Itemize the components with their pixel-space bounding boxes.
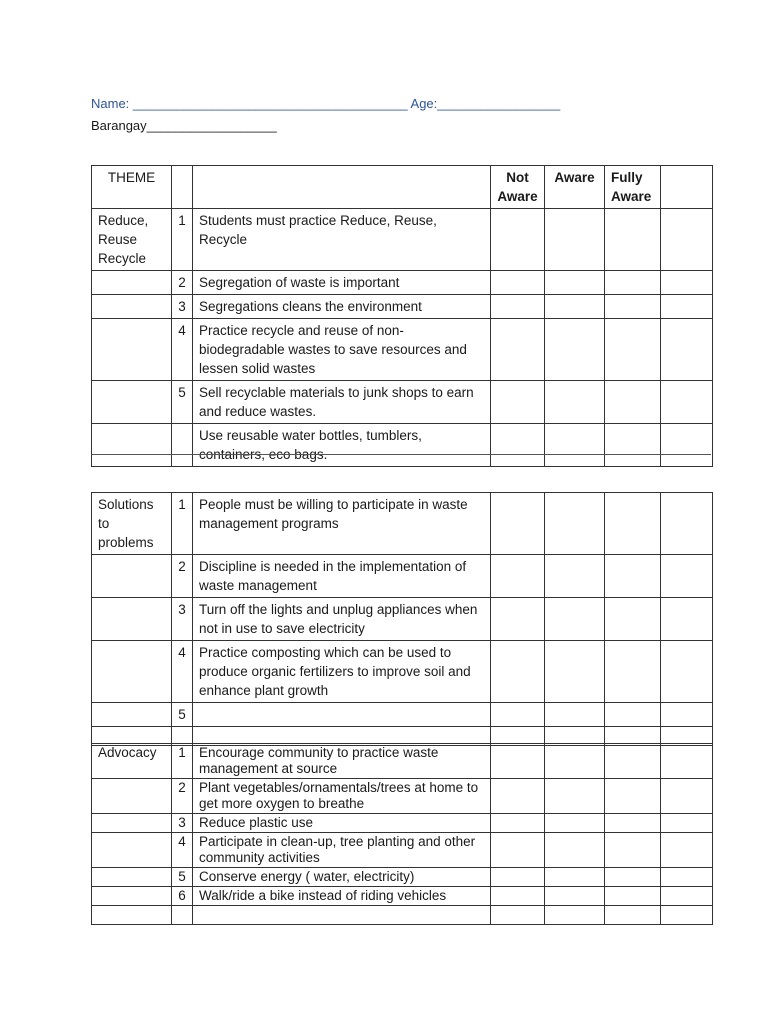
item-number: 1 [172, 209, 193, 271]
item-number [172, 424, 193, 467]
extra-cell [661, 833, 713, 868]
empty-theme-cell [92, 381, 172, 424]
extra-cell [661, 493, 713, 555]
empty-theme-cell [92, 271, 172, 295]
fully-aware-cell[interactable] [605, 641, 661, 703]
extra-cell [661, 641, 713, 703]
empty-theme-cell [92, 295, 172, 319]
aware-cell[interactable] [545, 906, 605, 925]
item-number: 3 [172, 598, 193, 641]
aware-cell[interactable] [545, 424, 605, 467]
theme-header: THEME [92, 166, 172, 209]
aware-cell[interactable] [545, 209, 605, 271]
fully-aware-cell[interactable] [605, 598, 661, 641]
aware-cell[interactable] [545, 744, 605, 779]
not-aware-cell[interactable] [491, 295, 545, 319]
fully-aware-cell[interactable] [605, 295, 661, 319]
fully-aware-cell[interactable] [605, 703, 661, 727]
item-number: 1 [172, 493, 193, 555]
aware-cell[interactable] [545, 555, 605, 598]
item-number: 5 [172, 381, 193, 424]
item-text [193, 906, 491, 925]
extra-cell [661, 868, 713, 887]
aware-cell[interactable] [545, 641, 605, 703]
item-text: Segregation of waste is important [193, 271, 491, 295]
not-aware-cell[interactable] [491, 814, 545, 833]
fully-aware-cell[interactable] [605, 779, 661, 814]
item-number: 4 [172, 833, 193, 868]
fully-aware-cell[interactable] [605, 381, 661, 424]
item-text [193, 703, 491, 727]
item-text: Use reusable water bottles, tumblers, containers, eco bags. [193, 424, 491, 467]
item-text: Conserve energy ( water, electricity) [193, 868, 491, 887]
aware-cell[interactable] [545, 868, 605, 887]
not-aware-cell[interactable] [491, 555, 545, 598]
fully-aware-cell[interactable] [605, 424, 661, 467]
not-aware-cell[interactable] [491, 598, 545, 641]
aware-cell[interactable] [545, 295, 605, 319]
item-text: Practice recycle and reuse of non-biodegradable wastes to save resources and lessen solid wastes [193, 319, 491, 381]
theme-label: Solutions to problems [92, 493, 172, 555]
item-text: Plant vegetables/ornamentals/trees at home to get more oxygen to breathe [193, 779, 491, 814]
item-text: People must be willing to participate in waste management programs [193, 493, 491, 555]
empty-cell [661, 166, 713, 209]
item-number: 1 [172, 744, 193, 779]
extra-cell [661, 381, 713, 424]
empty-cell [193, 166, 491, 209]
not-aware-cell[interactable] [491, 424, 545, 467]
empty-theme-cell [92, 868, 172, 887]
fully-aware-cell[interactable] [605, 814, 661, 833]
extra-cell [661, 779, 713, 814]
empty-theme-cell [92, 555, 172, 598]
item-number: 5 [172, 703, 193, 727]
not-aware-cell[interactable] [491, 271, 545, 295]
theme-label: Advocacy [92, 744, 172, 779]
not-aware-cell[interactable] [491, 744, 545, 779]
empty-theme-cell [92, 887, 172, 906]
extra-cell [661, 887, 713, 906]
aware-header: Aware [545, 166, 605, 209]
empty-theme-cell [92, 814, 172, 833]
extra-cell [661, 598, 713, 641]
extra-cell [661, 814, 713, 833]
extra-cell [661, 744, 713, 779]
item-number: 2 [172, 779, 193, 814]
aware-cell[interactable] [545, 814, 605, 833]
section-divider [91, 454, 711, 455]
empty-theme-cell [92, 833, 172, 868]
fully-aware-cell[interactable] [605, 555, 661, 598]
empty-theme-cell [92, 703, 172, 727]
not-aware-cell[interactable] [491, 906, 545, 925]
fully-aware-cell[interactable] [605, 833, 661, 868]
item-number: 4 [172, 641, 193, 703]
aware-cell[interactable] [545, 598, 605, 641]
extra-cell [661, 271, 713, 295]
not-aware-cell[interactable] [491, 209, 545, 271]
item-text: Reduce plastic use [193, 814, 491, 833]
survey-table-advocacy [91, 743, 713, 925]
item-text: Walk/ride a bike instead of riding vehicles [193, 887, 491, 906]
not-aware-cell[interactable] [491, 641, 545, 703]
aware-cell[interactable] [545, 271, 605, 295]
fully-aware-cell[interactable] [605, 868, 661, 887]
empty-theme-cell [92, 424, 172, 467]
fully-aware-cell[interactable] [605, 493, 661, 555]
fully-aware-cell[interactable] [605, 319, 661, 381]
fully-aware-cell[interactable] [605, 209, 661, 271]
empty-theme-cell [92, 779, 172, 814]
empty-cell [172, 166, 193, 209]
extra-cell [661, 424, 713, 467]
survey-table-solutions [91, 492, 713, 746]
theme-label: Reduce, Reuse Recycle [92, 209, 172, 271]
fully-aware-cell[interactable] [605, 906, 661, 925]
fully-aware-cell[interactable] [605, 271, 661, 295]
not-aware-cell[interactable] [491, 779, 545, 814]
barangay-line: Barangay__________________ [91, 118, 277, 133]
extra-cell [661, 319, 713, 381]
fully-aware-header: Fully Aware [605, 166, 661, 209]
aware-cell[interactable] [545, 779, 605, 814]
item-number [172, 906, 193, 925]
aware-cell[interactable] [545, 833, 605, 868]
not-aware-cell[interactable] [491, 319, 545, 381]
item-number: 2 [172, 271, 193, 295]
aware-cell[interactable] [545, 493, 605, 555]
item-number: 6 [172, 887, 193, 906]
not-aware-header: Not Aware [491, 166, 545, 209]
fully-aware-cell[interactable] [605, 887, 661, 906]
item-text: Segregations cleans the environment [193, 295, 491, 319]
aware-cell[interactable] [545, 319, 605, 381]
not-aware-cell[interactable] [491, 493, 545, 555]
item-number: 3 [172, 814, 193, 833]
empty-theme-cell [92, 598, 172, 641]
item-text: Students must practice Reduce, Reuse, Recycle [193, 209, 491, 271]
extra-cell [661, 703, 713, 727]
item-text: Sell recyclable materials to junk shops to earn and reduce wastes. [193, 381, 491, 424]
aware-cell[interactable] [545, 381, 605, 424]
not-aware-cell[interactable] [491, 887, 545, 906]
aware-cell[interactable] [545, 887, 605, 906]
extra-cell [661, 555, 713, 598]
empty-theme-cell [92, 641, 172, 703]
not-aware-cell[interactable] [491, 868, 545, 887]
item-number: 2 [172, 555, 193, 598]
item-number: 3 [172, 295, 193, 319]
empty-theme-cell [92, 906, 172, 925]
item-number: 5 [172, 868, 193, 887]
item-text: Practice composting which can be used to produce organic fertilizers to improve soil and enhance plant growth [193, 641, 491, 703]
empty-theme-cell [92, 319, 172, 381]
survey-table-reduce-reuse-recycle [91, 165, 713, 467]
name-age-line: Name: ______________________________________ Age:_________________ [91, 96, 561, 111]
aware-cell[interactable] [545, 703, 605, 727]
extra-cell [661, 209, 713, 271]
extra-cell [661, 906, 713, 925]
not-aware-cell[interactable] [491, 381, 545, 424]
not-aware-cell[interactable] [491, 833, 545, 868]
not-aware-cell[interactable] [491, 703, 545, 727]
fully-aware-cell[interactable] [605, 744, 661, 779]
item-number: 4 [172, 319, 193, 381]
item-text: Turn off the lights and unplug appliances when not in use to save electricity [193, 598, 491, 641]
item-text: Participate in clean-up, tree planting and other community activities [193, 833, 491, 868]
item-text: Encourage community to practice waste management at source [193, 744, 491, 779]
extra-cell [661, 295, 713, 319]
item-text: Discipline is needed in the implementation of waste management [193, 555, 491, 598]
